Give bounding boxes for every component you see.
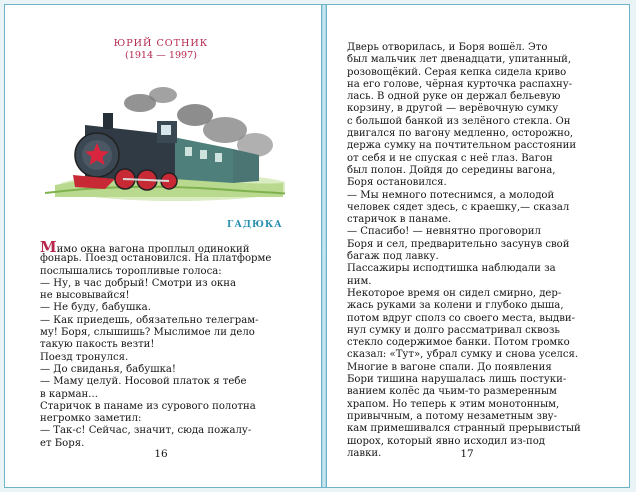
text-line: жась руками за колени и глубоко дыша, [347,300,564,312]
text-line: багаж под лавку. [347,251,439,263]
text-line: такую пакость везти! [40,339,155,351]
text-line: держа сумку на почтительном расстоянии [347,140,577,152]
text-line: кам примешивался странный прерывистый [347,423,581,435]
text-line: Бори тишина нарушалась лишь постуки- [347,374,567,386]
text-line: двигался по вагону медленно, осторожно, [347,128,574,140]
text-line: человек сядет здесь, с краешку,— сказал [347,201,570,213]
text-line: нул сумку и долго рассматривал сквозь [347,324,560,336]
text-line: стекло содержимое банки. Потом громко [347,337,570,349]
text-line: послышались торопливые голоса: [40,265,222,277]
text-line: лавки. [347,447,382,459]
text-line: — Не буду, бабушка. [40,302,151,314]
text-line: — До свиданья, бабушка! [40,363,176,375]
text-line: ним. [347,275,372,287]
text-line: от себя и не спуская с неё глаз. Вагон [347,152,553,164]
text-line: му! Боря, слышишь? Мыслимое ли дело [40,327,255,339]
left-page-text [40,241,302,450]
text-line: ет Боря. [40,437,85,449]
story-title: ГАДЮКА [227,219,283,230]
text-line: храпом. Но теперь к этим монотонным, [347,398,560,410]
text-line: привычным, а потому незаметным зву- [347,410,558,422]
text-line: в карман... [40,388,98,400]
text-line: корзину, в другой — верёвочную сумку [347,103,559,115]
text-line: на его голове, чёрная курточка распахну- [347,78,573,90]
book-spread [4,4,630,488]
text-line: негромко заметил: [40,413,142,425]
text-line: не высовывайся! [40,290,130,302]
text-line: шорох, который явно исходил из-под [347,435,546,447]
text-line: — Мы немного потеснимся, а молодой [347,189,555,201]
dropcap: М [40,241,57,254]
text-line: потом вдруг сполз со своего места, выдви- [347,312,576,324]
text-line: — Маму целуй. Носовой платок я тебе [40,376,247,388]
text-line: лась. В одной руке он держал бельевую [347,91,561,103]
text-line: — Так-с! Сейчас, значит, сюда пожалу- [40,425,252,437]
text-line: Боря и сел, предварительно засунув свой [347,238,570,250]
text-line: Мимо окна вагона проплыл одинокий [40,241,302,253]
text-line: — Ну, в час добрый! Смотри из окна [40,277,236,289]
text-line: Поезд тронулся. [40,351,129,363]
text-line: был полон. Дойдя до середины вагона, [347,164,556,176]
text-line: фонарь. Поезд остановился. На платформе [40,253,272,265]
text-line: Некоторое время он сидел смирно, дер- [347,287,562,299]
text-line: Старичок в панаме из сурового полотна [40,400,256,412]
page-number: 16 [154,448,168,460]
text-line: Многие в вагоне спали. До появления [347,361,552,373]
text-line: сказал: «Тут», убрал сумку и снова уселся. [347,349,579,361]
text-line: с большой банкой из зелёного стекла. Он [347,115,571,127]
text-line: был мальчик лет двенадцати, упитанный, [347,54,572,66]
page-number: 17 [460,448,474,460]
text-line: ванием колёс да чьим-то размеренным [347,386,557,398]
left-page [5,5,321,487]
right-page [327,5,631,487]
text-line: — Спасибо! — невнятно проговорил [347,226,541,238]
author-name: ЮРИЙ СОТНИК [113,38,209,49]
author-years: (1914 — 1997) [124,50,197,61]
text-line: Пассажиры исподтишка наблюдали за [347,263,556,275]
text-line: — Как приедешь, обязательно телеграм- [40,314,259,326]
text-line: розовощёкий. Серая кепка сидела криво [347,66,567,78]
text-line: Боря остановился. [347,177,447,189]
right-page-text [347,42,609,460]
text-line: Дверь отворилась, и Боря вошёл. Это [347,42,548,53]
text-line: старичок в панаме. [347,214,452,226]
steam-locomotive-icon [45,75,285,205]
